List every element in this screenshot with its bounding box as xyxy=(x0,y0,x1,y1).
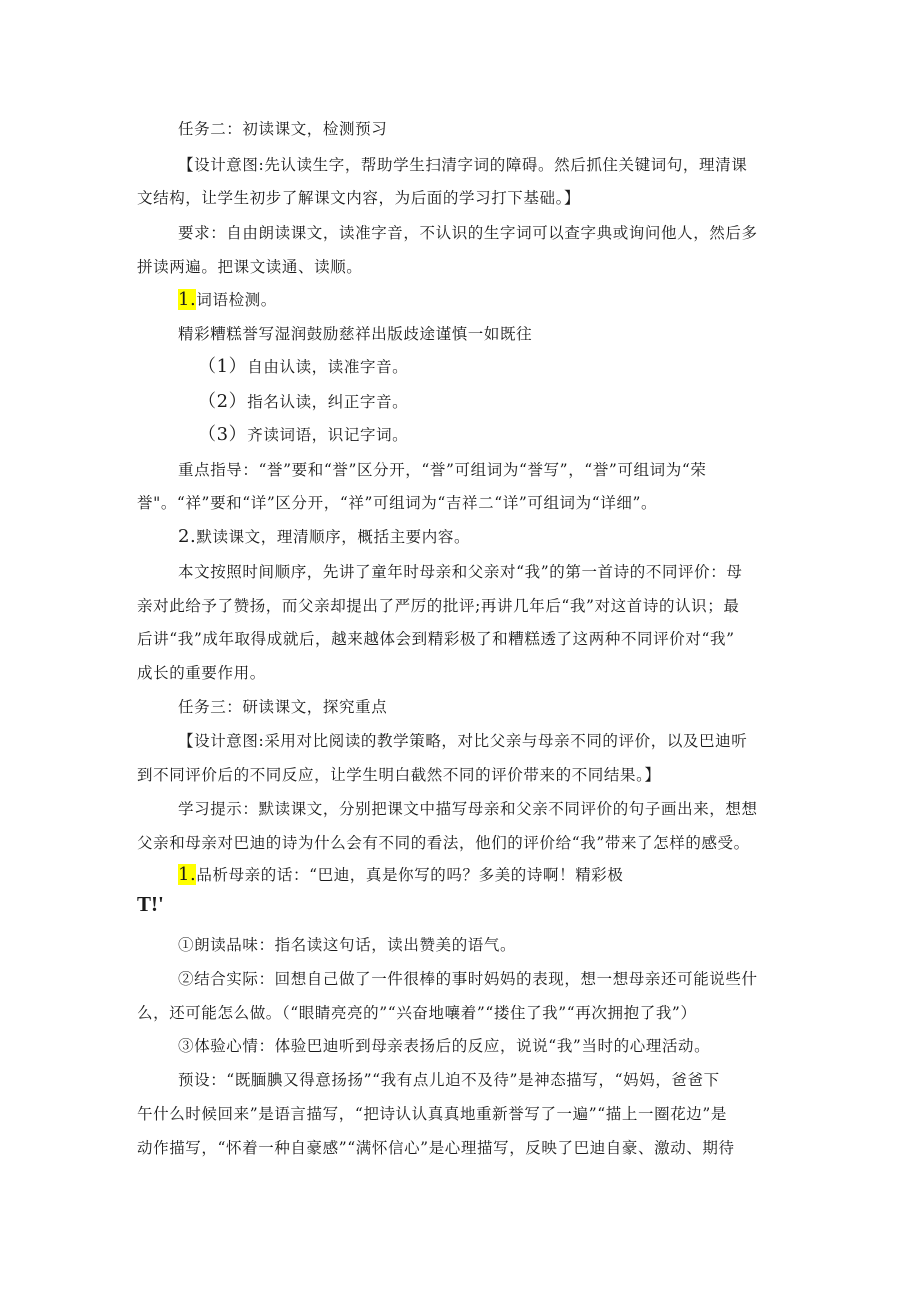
paragraph-line: 学习提示：默读课文，分别把课文中描写母亲和父亲不同评价的句子画出来，想想 xyxy=(178,800,758,818)
sub-list-text: 自由认读，读准字音。 xyxy=(247,358,409,376)
list-number: 1. xyxy=(178,864,197,885)
paragraph-line: ①朗读品味：指名读这句话，读出赞美的语气。 xyxy=(178,936,517,954)
sub-list-item xyxy=(198,424,858,446)
sub-list-number: （1） xyxy=(198,356,248,377)
paragraph-line: 重点指导：“誉”要和“誉”区分开，“誉”可组词为“誉写”，“誉”可组词为“荣 xyxy=(178,461,707,479)
list-item-silent-reading xyxy=(178,526,838,548)
paragraph-line: 【设计意图:采用对比阅读的教学策略，对比父亲与母亲不同的评价，以及巴迪听 xyxy=(178,732,748,750)
paragraph-line: 午什么时候回来”是语言描写，“把诗认认真真地重新誉写了一遍”“描上一圈花边”是 xyxy=(137,1105,728,1123)
sub-list-text: 指名认读，纠正字音。 xyxy=(247,393,409,411)
paragraph-line: ②结合实际：回想自己做了一件很棒的事时妈妈的表现，想一想母亲还可能说些什 xyxy=(178,970,758,988)
list-number: 2. xyxy=(178,526,197,547)
paragraph-line: 后讲“我”成年取得成就后，越来越体会到精彩极了和糟糕透了这两种不同评价对“我” xyxy=(137,630,735,648)
list-item-vocab-check xyxy=(178,289,838,311)
paragraph-line: ③体验心情：体验巴迪听到母亲表扬后的反应，说说“我”当时的心理活动。 xyxy=(178,1037,711,1055)
paragraph-line: 动作描写，“怀着一种自豪感”“满怀信心”是心理描写，反映了巴迪自豪、激动、期待 xyxy=(137,1139,735,1157)
sub-list-number: （2） xyxy=(198,391,248,412)
paragraph-line: 么，还可能怎么做。（“眼睛亮亮的”“兴奋地嚷着”“搂住了我”“再次拥抱了我”） xyxy=(137,1004,697,1022)
paragraph-line: 预设：“既腼腆又得意扬扬”“我有点儿迫不及待”是神态描写，“妈妈，爸爸下 xyxy=(178,1071,720,1089)
paragraph-line: 父亲和母亲对巴迪的诗为什么会有不同的看法，他们的评价给“我”带来了怎样的感受。 xyxy=(137,834,750,852)
section-heading-task-2: 任务二：初读课文，检测预习 xyxy=(178,120,388,138)
paragraph-line: 【设计意图:先认读生字，帮助学生扫清字词的障碍。然后抓住关键词句，理清课 xyxy=(178,156,748,174)
paragraph-line: 誉"。“祥”要和“详”区分开，“祥”可组词为“吉祥二“详”可组词为“详细”。 xyxy=(137,494,658,512)
list-item-text: 品析母亲的话：“巴迪，真是你写的吗？多美的诗啊！精彩极 xyxy=(196,866,624,884)
paragraph-line: 文结构，让学生初步了解课文内容，为后面的学习打下基础。】 xyxy=(137,189,581,207)
paragraph-line: 成长的重要作用。 xyxy=(137,664,266,682)
paragraph-line: 到不同评价后的不同反应，让学生明白截然不同的评价带来的不同结果。】 xyxy=(137,766,661,784)
garbled-text-fragment: T!' xyxy=(137,892,164,916)
section-heading-task-3: 任务三：研读课文，探究重点 xyxy=(178,698,388,716)
paragraph-line: 拼读两遍。把课文读通、读顺。 xyxy=(137,258,363,276)
list-item-text: 默读课文，理清顺序，概括主要内容。 xyxy=(196,528,471,546)
list-item-mother-words xyxy=(178,864,838,886)
paragraph-line: 亲对此给予了赞扬，而父亲却提出了严厉的批评;再讲几年后“我”对这首诗的认识；最 xyxy=(137,597,740,615)
sub-list-text: 齐读词语，识记字词。 xyxy=(247,426,409,444)
list-number: 1. xyxy=(178,289,197,310)
paragraph-line: 要求：自由朗读课文，读准字音，不认识的生字词可以查字典或询问他人，然后多 xyxy=(178,224,758,242)
vocabulary-words: 精彩糟糕誉写湿润鼓励慈祥出版歧途谨慎一如既往 xyxy=(178,325,533,343)
sub-list-number: （3） xyxy=(198,424,248,445)
paragraph-line: 本文按照时间顺序，先讲了童年时母亲和父亲对“我”的第一首诗的不同评价：母 xyxy=(178,563,743,581)
sub-list-item xyxy=(198,356,858,378)
list-item-text: 词语检测。 xyxy=(196,291,277,309)
sub-list-item xyxy=(198,391,858,413)
